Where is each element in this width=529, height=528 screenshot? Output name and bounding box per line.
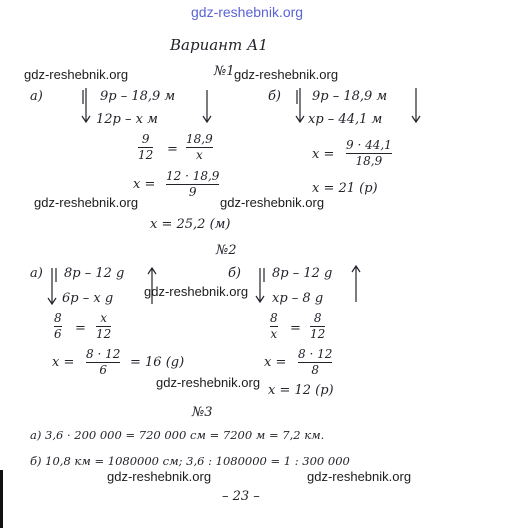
problem2-number: №2 bbox=[216, 243, 237, 258]
arrow-down-icon bbox=[256, 268, 264, 302]
equals-sign: = bbox=[75, 321, 86, 336]
p1b-row1: 9р – 18,9 м bbox=[312, 89, 388, 104]
equals-sign: = bbox=[167, 142, 178, 157]
arrow-down-icon bbox=[203, 90, 211, 122]
page-number: – 23 – bbox=[222, 489, 260, 504]
p2b-fraction-left-num: 8 bbox=[270, 311, 278, 325]
p1a-row2: 12р – х м bbox=[96, 112, 158, 127]
p1a-x-num: 12 · 18,9 bbox=[166, 169, 220, 183]
watermark: gdz-reshebnik.org bbox=[107, 469, 212, 484]
p2a-fraction-right-num: х bbox=[100, 311, 108, 325]
watermark: gdz-reshebnik.org bbox=[34, 195, 139, 210]
p1b-x-num: 9 · 44,1 bbox=[346, 138, 392, 152]
watermark: gdz-reshebnik.org bbox=[220, 195, 325, 210]
p1a-fraction-right-num: 18,9 bbox=[186, 132, 213, 146]
p2b-label: б) bbox=[228, 266, 242, 281]
watermark: gdz-reshebnik.org bbox=[156, 375, 261, 390]
watermark: gdz-reshebnik.org bbox=[24, 67, 129, 82]
p2a-x-den: 6 bbox=[99, 362, 107, 377]
arrow-down-icon bbox=[48, 268, 56, 304]
p2a-fraction-left-den: 6 bbox=[54, 326, 62, 341]
arrow-up-icon bbox=[352, 266, 360, 302]
p1b-x-lhs: х = bbox=[312, 147, 335, 162]
p2a-row2: 6р – х g bbox=[62, 291, 114, 306]
p2a-x-num: 8 · 12 bbox=[86, 347, 121, 361]
arrow-up-icon bbox=[148, 268, 156, 304]
p2b-row2: хр – 8 g bbox=[272, 291, 324, 306]
problem3-number: №3 bbox=[192, 405, 213, 420]
p1a-row1: 9р – 18,9 м bbox=[100, 89, 176, 104]
p1a-label: а) bbox=[30, 89, 43, 104]
p3-line-a: а) 3,6 · 200 000 = 720 000 см = 7200 м = 7,2 км. bbox=[30, 428, 325, 442]
p2b-x-den: 8 bbox=[311, 362, 319, 377]
p2a-x-lhs: х = bbox=[52, 355, 75, 370]
watermark: gdz-reshebnik.org bbox=[307, 469, 412, 484]
p2a-row1: 8р – 12 g bbox=[64, 266, 125, 281]
p1a-fraction-left-den: 12 bbox=[138, 147, 154, 162]
p1b-label: б) bbox=[268, 89, 282, 104]
watermark: gdz-reshebnik.org bbox=[144, 284, 249, 299]
p1b-result: х = 21 (р) bbox=[312, 181, 378, 196]
p2b-x-num: 8 · 12 bbox=[298, 347, 333, 361]
equals-sign: = bbox=[290, 321, 301, 336]
watermark-top: gdz-reshebnik.org bbox=[191, 4, 304, 20]
watermark: gdz-reshebnik.org bbox=[234, 67, 339, 82]
p2b-x-lhs: х = bbox=[264, 355, 287, 370]
p2a-x-tail: = 16 (g) bbox=[130, 355, 185, 370]
p2b-fraction-right-num: 8 bbox=[313, 311, 322, 325]
p2a-fraction-right-den: 12 bbox=[96, 326, 112, 341]
arrow-down-icon bbox=[412, 88, 420, 122]
p1a-x-lhs: х = bbox=[133, 177, 156, 192]
p2b-row1: 8р – 12 g bbox=[272, 266, 333, 281]
problem1-number: №1 bbox=[214, 64, 235, 79]
p2b-result: х = 12 (р) bbox=[268, 383, 334, 398]
p1a-x-den: 9 bbox=[188, 184, 197, 199]
p1a-result: х = 25,2 (м) bbox=[150, 217, 231, 232]
p2a-fraction-left-num: 8 bbox=[54, 311, 62, 325]
p1a-fraction-right-den: х bbox=[195, 147, 203, 162]
p2b-fraction-right-den: 12 bbox=[310, 326, 326, 341]
p3-line-b: б) 10,8 км = 1080000 см; 3,6 : 1080000 = 1 : 300 000 bbox=[30, 454, 350, 468]
p1b-row2: хр – 44,1 м bbox=[308, 112, 383, 127]
p1b-x-den: 18,9 bbox=[355, 153, 383, 168]
p1a-fraction-left-num: 9 bbox=[141, 132, 150, 146]
p2b-fraction-left-den: х bbox=[270, 326, 278, 341]
variant-heading: Вариант А1 bbox=[170, 36, 268, 54]
p2a-label: а) bbox=[30, 266, 43, 281]
page-edge-mark bbox=[0, 470, 3, 528]
